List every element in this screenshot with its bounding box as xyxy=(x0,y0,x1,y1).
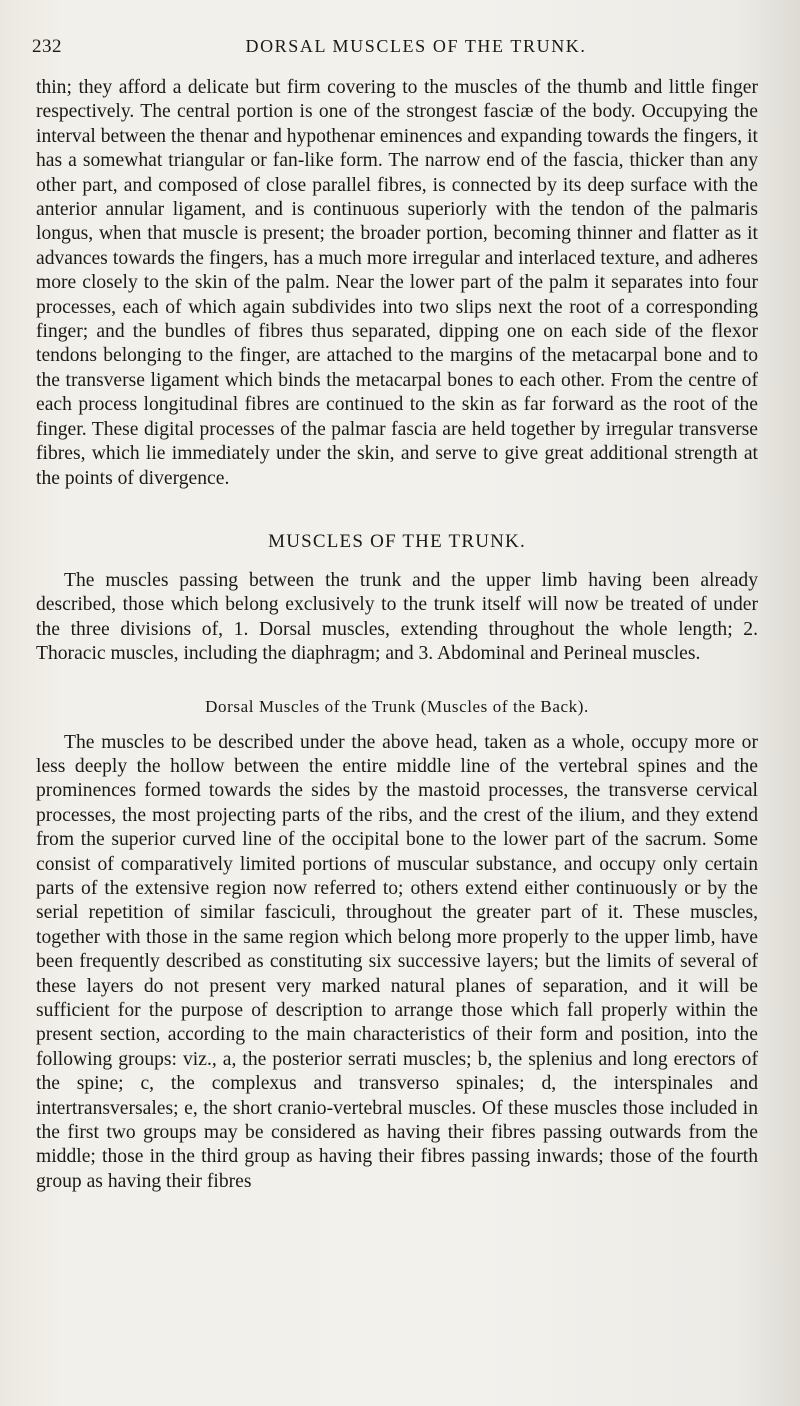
trunk-intro-paragraph: The muscles passing between the trunk and the upper limb having been already described, those which belong exclusively to the trunk itself will now be treated of under the three divisions of, 1. Dorsal muscles, extending throughout the whole length; 2. Thoracic muscles, including the diaphragm; and 3. Abdominal and Perineal muscles. xyxy=(36,569,758,665)
running-head: DORSAL MUSCLES OF THE TRUNK. xyxy=(245,36,587,56)
section-heading: MUSCLES OF THE TRUNK. xyxy=(268,530,526,552)
page-number: 232 xyxy=(32,36,62,57)
dorsal-muscles-paragraph: The muscles to be described under the above head, taken as a whole, occupy more or less deeply the hollow between the entire middle line of the vertebral spines and the prominences formed towards the sides by the mastoid processes, the transverse cervical processes, the most projecting parts of the ribs, and the crest of the ilium, and they extend from the superior curved line of the occipital bone to the lower part of the sacrum. Some consist of comparatively limited portions of muscular substance, and occupy only certain parts of the extensive region now referred to; others extend either continuously or by the serial repetition of similar fasciculi, throughout the greater part of it. These muscles, together with those in the same region which belong more properly to the upper limb, have been frequently described as constituting six successive layers; but the limits of several of these layers do not present very marked natural planes of separation, and it will be sufficient for the purpose of description to arrange those which fall properly within the present section, according to the main characteristics of their form and position, into the following groups: viz., a, the posterior serrati muscles; b, the splenius and long erectors of the spine; c, the complexus and transverso spinales; d, the interspinales and intertransversales; e, the short cranio-vertebral muscles. Of these muscles those included in the first two groups may be considered as having their fibres passing outwards from the middle; those in the third group as having their fibres passing inwards; those of the fourth group as having their fibres xyxy=(36,731,758,1192)
subsection-heading: Dorsal Muscles of the Trunk (Muscles of the Back). xyxy=(205,696,589,716)
page-header xyxy=(32,36,760,60)
page-body xyxy=(36,76,758,1194)
palmar-fascia-paragraph: thin; they afford a delicate but firm covering to the muscles of the thumb and little finger respectively. The central portion is one of the strongest fasciæ of the body. Occupying the interval between the thenar and hypothenar eminences and expanding towards the fingers, it has a somewhat triangular or fan-like form. The narrow end of the fascia, thicker than any other part, and composed of close parallel fibres, is connected by its deep surface with the anterior annular ligament, and is continuous superiorly with the tendon of the palmaris longus, when that muscle is present; the broader portion, becoming thinner and flatter as it advances towards the fingers, has a much more irregular and interlaced texture, and adheres more closely to the skin of the palm. Near the lower part of the palm it separates into four processes, each of which again subdivides into two slips next the root of a corresponding finger; and the bundles of fibres thus separated, dipping one on each side of the flexor tendons belonging to the finger, are attached to the margins of the metacarpal bone and to the transverse ligament which binds the metacarpal bones to each other. From the centre of each process longitudinal fibres are continued to the skin as far forward as the root of the finger. These digital processes of the palmar fascia are held together by irregular transverse fibres, which lie immediately under the skin, and serve to give great additional strength at the points of divergence. xyxy=(36,77,758,489)
